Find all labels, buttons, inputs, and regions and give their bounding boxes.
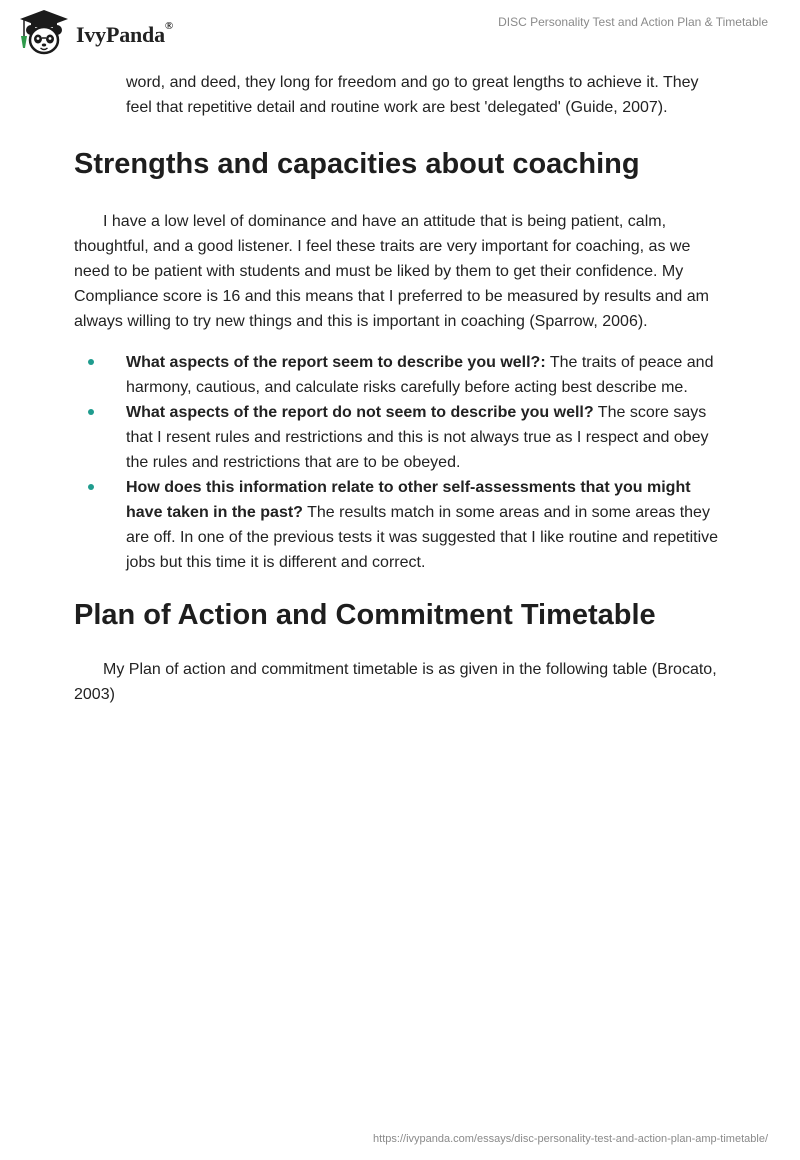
registered-mark: ® [164,20,173,32]
bullet-dot-icon [88,359,94,365]
ivypanda-logo[interactable] [16,8,173,56]
logo-wordmark: IvyPanda® [76,20,173,47]
bullet-question: What aspects of the report seem to describe you well?: [126,354,546,371]
strengths-heading: Strengths and capacities about coaching [74,148,640,180]
bullet-question: What aspects of the report do not seem to describe you well? [126,404,594,421]
bullet-item [126,400,724,475]
continued-paragraph: word, and deed, they long for freedom and go to great lengths to achieve it. They feel that repetitive detail and routine work are best 'delegated' (Guide, 2007). [126,74,699,116]
footer-url[interactable]: https://ivypanda.com/essays/disc-personality-test-and-action-plan-amp-timetable/ [373,1133,768,1145]
bullet-question: How does this information relate to other self-assessments that you might have taken in the past? [126,479,691,521]
bullet-answer: The score says that I resent rules and restrictions and this is not always true as I respect and obey the rules and restrictions that are to be obeyed. [126,404,709,471]
assessment-bullet-list [74,350,724,575]
bullet-answer: The traits of peace and harmony, cautious, and calculate risks carefully before acting best describe me. [126,354,714,396]
document-title: DISC Personality Test and Action Plan & Timetable [498,15,768,29]
bullet-dot-icon [88,409,94,415]
plan-paragraph: My Plan of action and commitment timetable is as given in the following table (Brocato, 2003) [74,661,717,703]
bullet-item [126,350,724,400]
bullet-item [126,475,724,575]
essay-content [74,70,724,707]
panda-graduate-icon [16,8,72,56]
bullet-dot-icon [88,484,94,490]
plan-heading: Plan of Action and Commitment Timetable [74,599,656,631]
strengths-paragraph: I have a low level of dominance and have an attitude that is being patient, calm, thoughtful, and a good listener. I feel these traits are very important for coaching, as we need to be patient with students and must be liked by them to get their confidence. My Compliance score is 16 and this means that I preferred to be measured by results and am always willing to try new things and this is important in coaching (Sparrow, 2006). [74,213,709,330]
bullet-answer: The results match in some areas and in some areas they are off. In one of the previous tests it was suggested that I like routine and repetitive jobs but this time it is different and correct. [126,504,719,571]
page-header [0,0,800,60]
